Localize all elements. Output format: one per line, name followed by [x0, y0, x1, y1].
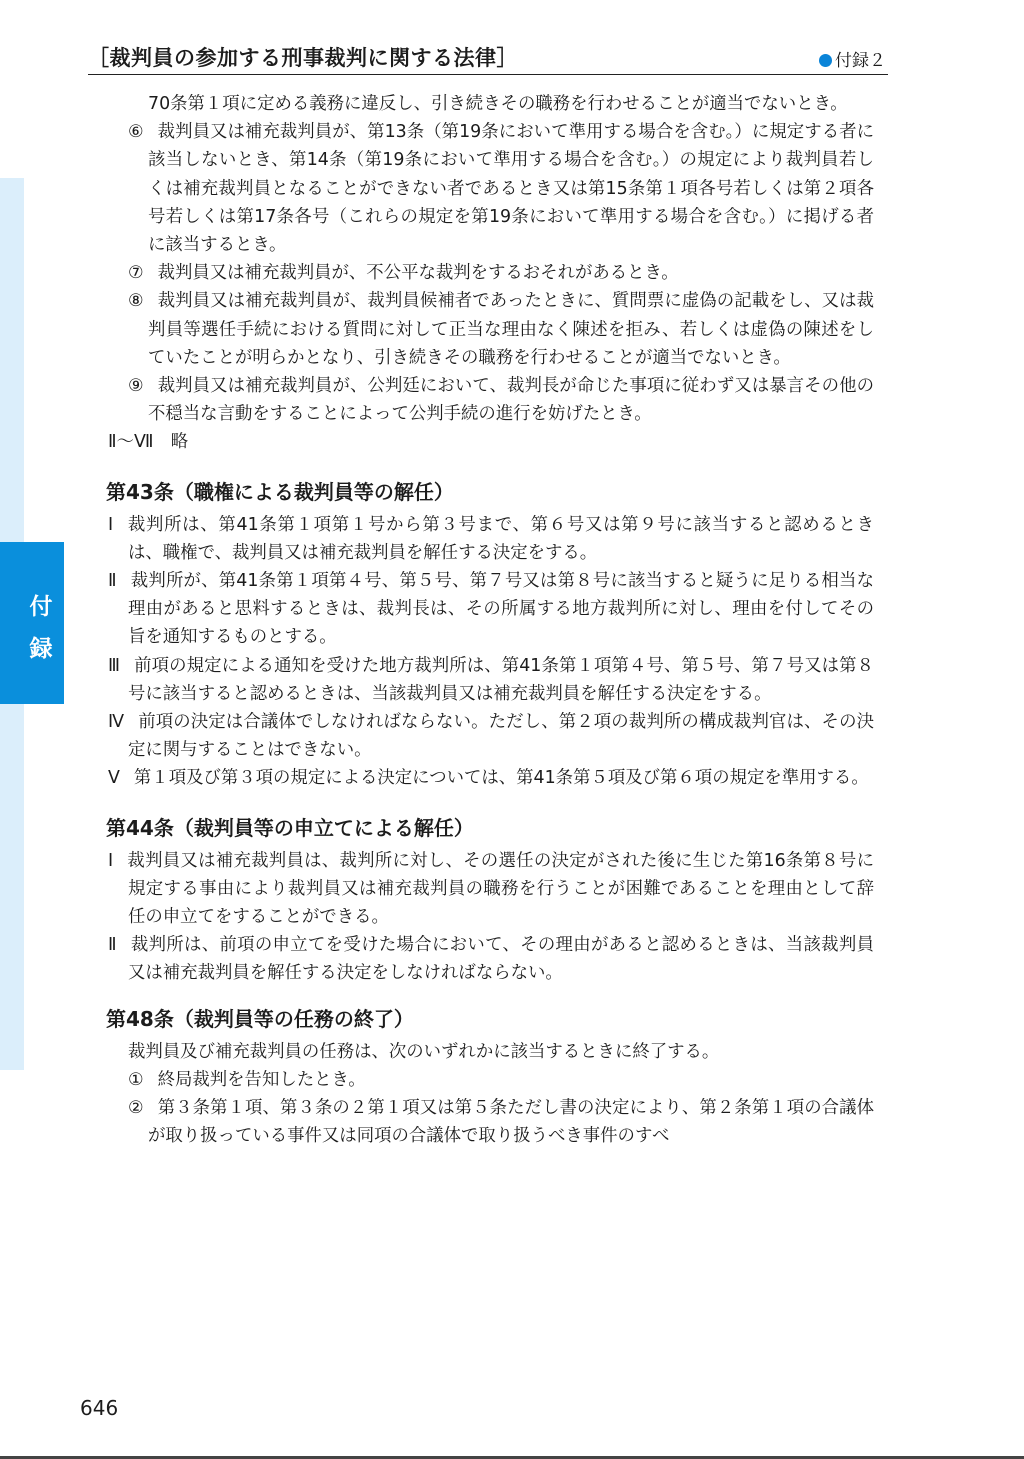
art43-paragraph-1	[108, 511, 874, 567]
item-text: 裁判員又は補充裁判員が、第13条（第19条において準用する場合を含む。）に規定する者に該当しないとき、第14条（第19条において準用する場合を含む。）の規定により裁判員若しくは補充裁判員となることができない者であるとき又は第15条第１項各号若しくは第２項各号若しくは第17条各号（これらの規定を第19条において準用する場合を含む。）に掲げる者に該当するとき。	[148, 122, 874, 256]
paragraph-number: Ⅲ	[108, 655, 121, 676]
art44-paragraph-1	[108, 847, 874, 932]
art42-item-6	[108, 118, 874, 259]
art42-item-7	[108, 259, 874, 287]
side-tab-char-2: 録	[29, 636, 53, 662]
article-48-title: 第48条（裁判員等の任務の終了）	[106, 1006, 414, 1031]
item-number: ⑥	[128, 122, 144, 143]
bullet-dot-icon	[819, 54, 832, 67]
item-number: ②	[128, 1098, 144, 1119]
spacer	[108, 457, 874, 477]
art42-item5-tail: 70条第１項に定める義務に違反し、引き続きその職務を行わせることが適当でないとき。	[148, 94, 848, 114]
art44-paragraph-2	[108, 931, 874, 987]
paragraph-number: Ⅱ	[108, 571, 117, 592]
art48-item-1	[108, 1066, 874, 1094]
art43-paragraph-3	[108, 652, 874, 708]
page-number: 646	[80, 1396, 119, 1420]
item-text: 裁判員又は補充裁判員が、不公平な裁判をするおそれがあるとき。	[157, 263, 679, 284]
page-content	[108, 90, 874, 1151]
art42-item-9	[108, 372, 874, 428]
item-text: 裁判員又は補充裁判員が、公判廷において、裁判長が命じた事項に従わず又は暴言その他の不穏当な言動をすることによって公判手続の進行を妨げたとき。	[148, 376, 874, 425]
art43-paragraph-4	[108, 708, 874, 764]
article-44-title: 第44条（裁判員等の申立てによる解任）	[106, 815, 474, 840]
paragraph-text: 裁判所が、第41条第１項第４号、第５号、第７号又は第８号に該当すると疑うに足りる相当な理由があると思料するときは、裁判長は、その所属する地方裁判所に対し、理由を付してその旨を通知するものとする。	[128, 571, 874, 648]
side-tab-char-1: 付	[29, 594, 53, 620]
item-text: 第３条第１項、第３条の２第１項又は第５条ただし書の決定により、第２条第１項の合議体が取り扱っている事件又は同項の合議体で取り扱うべき事件のすべ	[148, 1098, 875, 1147]
item-text: 終局裁判を告知したとき。	[157, 1069, 366, 1090]
page-header	[88, 40, 888, 75]
paragraph-number: Ⅱ	[108, 935, 117, 956]
spacer	[108, 793, 874, 813]
article-43-title: 第43条（職権による裁判員等の解任）	[106, 479, 454, 504]
paragraph-number: Ⅰ	[108, 850, 114, 871]
item-number: ⑦	[128, 263, 144, 284]
appendix-label-text: 付録２	[835, 51, 886, 71]
paragraph-text: 裁判所は、第41条第１項第１号から第３号まで、第６号又は第９号に該当すると認めるときは、職権で、裁判員又は補充裁判員を解任する決定をする。	[127, 514, 874, 563]
paragraph-text: 前項の決定は合議体でしなければならない。ただし、第２項の裁判所の構成裁判官は、その決定に関与することはできない。	[128, 712, 874, 761]
spacer	[108, 988, 874, 1004]
item-number: ⑧	[128, 291, 144, 312]
paragraph-number: Ⅰ	[108, 514, 114, 535]
paragraph-number: Ⅳ	[108, 712, 125, 733]
omitted-paragraphs-note: Ⅱ～Ⅶ 略	[108, 432, 189, 453]
appendix-side-tab	[0, 542, 64, 704]
item-number: ⑨	[128, 376, 144, 397]
art42-item-8	[108, 287, 874, 372]
paragraph-text: 裁判所は、前項の申立てを受けた場合において、その理由があると認めるときは、当該裁判員又は補充裁判員を解任する決定をしなければならない。	[128, 935, 874, 984]
art48-intro: 裁判員及び補充裁判員の任務は、次のいずれかに該当するときに終了する。	[128, 1041, 720, 1062]
art43-paragraph-2	[108, 567, 874, 652]
item-text: 裁判員又は補充裁判員が、裁判員候補者であったときに、質問票に虚偽の記載をし、又は裁判員等選任手続における質問に対して正当な理由なく陳述を拒み、若しくは虚偽の陳述をしていたことが明らかとなり、引き続きその職務を行わせることが適当でないとき。	[148, 291, 874, 368]
paragraph-number: Ⅴ	[108, 768, 120, 789]
paragraph-text: 前項の規定による通知を受けた地方裁判所は、第41条第１項第４号、第５号、第７号又は第８号に該当すると認めるときは、当該裁判員又は補充裁判員を解任する決定をする。	[128, 655, 874, 704]
art48-item-2	[108, 1094, 874, 1150]
paragraph-text: 第１項及び第３項の規定による決定については、第41条第５項及び第６項の規定を準用する。	[133, 768, 869, 789]
art43-paragraph-5	[108, 764, 874, 792]
appendix-label	[819, 46, 886, 71]
paragraph-text: 裁判員又は補充裁判員は、裁判所に対し、その選任の決定がされた後に生じた第16条第８号に規定する事由により裁判員又は補充裁判員の職務を行うことが困難であることを理由として辞任の申立てをすることができる。	[127, 850, 874, 928]
header-title: ［裁判員の参加する刑事裁判に関する法律］	[88, 46, 518, 70]
item-number: ①	[128, 1069, 144, 1090]
